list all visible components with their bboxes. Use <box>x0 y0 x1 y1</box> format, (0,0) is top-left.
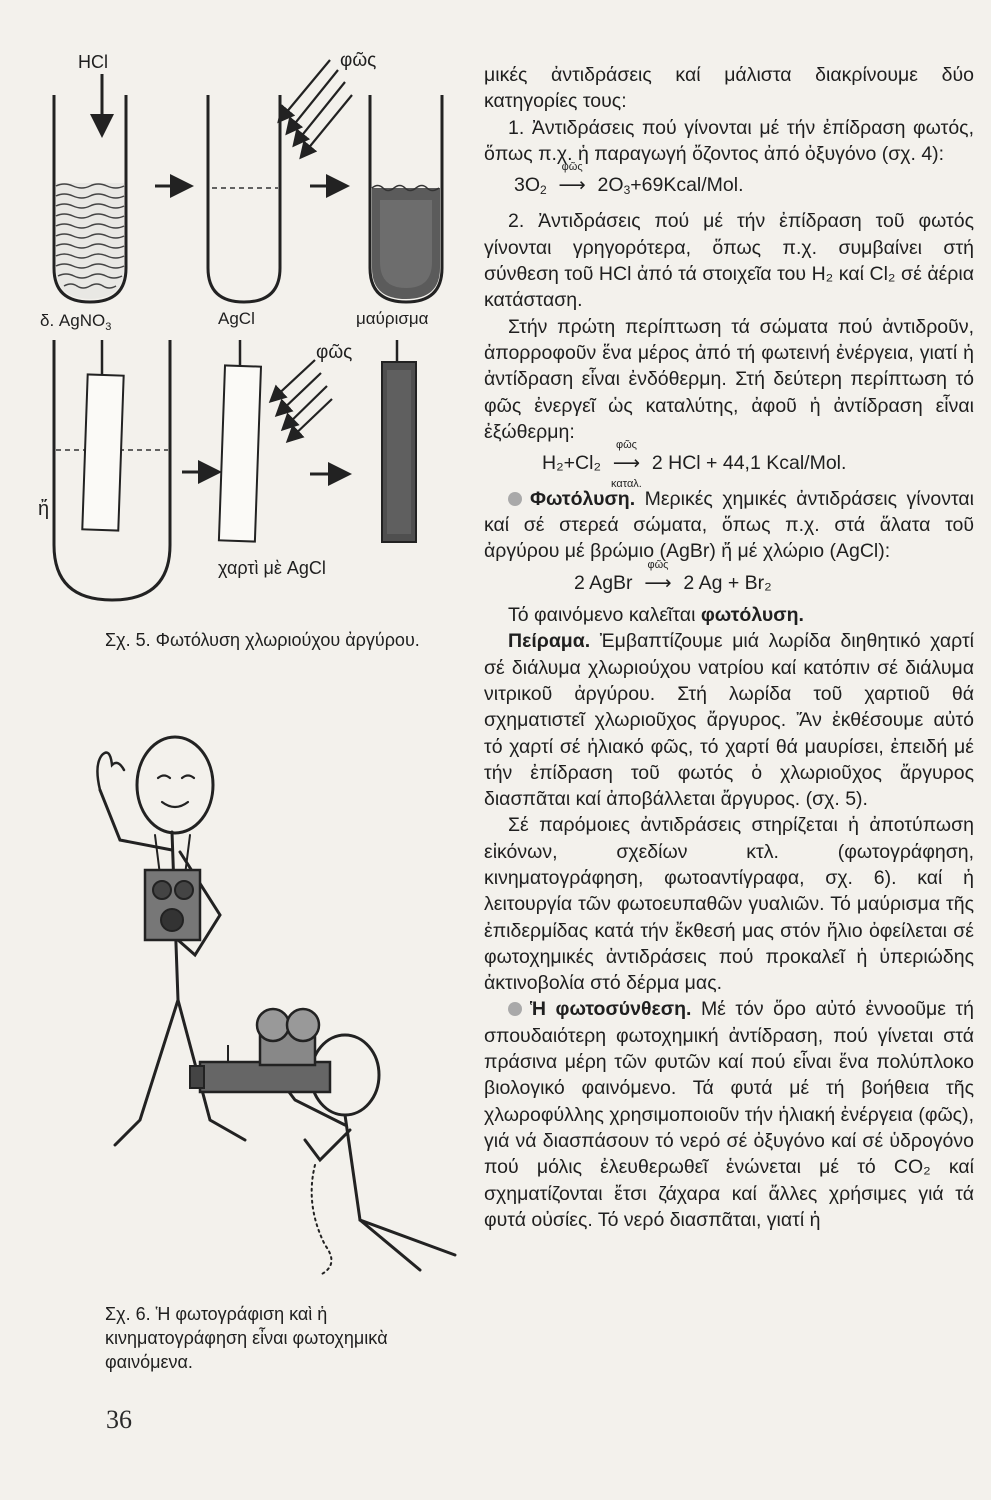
test-tube-agcl <box>208 95 280 302</box>
list-item-1: 1. Ἀντιδράσεις πού γίνονται μέ τήν ἐπίδραση φωτός, ὅπως π.χ. ἡ παραγωγή ὄζοντος ἀπό ὀξυγόνο (σχ. 4): <box>484 116 974 165</box>
figure-6-photography-illustration <box>60 700 480 1280</box>
figure-6-caption: Σχ. 6. Ἡ φωτογράφιση καὶ ἡ κινηματογράφηση εἶναι φωτοχημικὰ φαινόμενα. <box>105 1304 388 1372</box>
photolysis-paragraph: Φωτόλυση. Μερικές χημικές ἀντιδράσεις γίνονται καί σέ στερεά σώματα, ὅπως π.χ. στά ἅλατα τοῦ ἀργύρου μέ βρώμιο (AgBr) ἤ μέ χλώριο (AgCl): <box>484 487 974 563</box>
camera-icon <box>145 870 200 940</box>
beaker-with-paper <box>54 340 170 600</box>
figure-5-caption: Σχ. 5. Φωτόλυση χλωριούχου ἀργύρου. <box>105 630 420 650</box>
paper-strip-agcl <box>219 340 261 542</box>
agcl-label: AgCl <box>218 309 255 328</box>
paper-agcl-label: χαρτὶ μὲ AgCl <box>218 558 326 578</box>
light-label-bottom: φῶς <box>316 342 353 363</box>
hcl-label: HCl <box>78 52 108 72</box>
main-text-column <box>484 62 974 1233</box>
equation-ozone: $3O_2$ φῶς ⟶ $2O_3+69Kcal$/Mol. <box>514 161 744 198</box>
blackening-label: μαύρισμα <box>356 309 429 328</box>
figure-5-photolysis-diagram <box>40 40 480 630</box>
cameraman-body <box>345 1115 455 1255</box>
paragraph: μικές ἀντιδράσεις καί μάλιστα διακρίνουμε δύο κατηγορίες τους: <box>484 64 974 113</box>
photosynthesis-paragraph: Ἡ φωτοσύνθεση. Μέ τόν ὅρο αὐτό ἐννοοῦμε τή σπουδαιότερη φωτοχημική ἀντίδραση, πού γίνεται στά πράσινα μέρη τῶν φυτῶν καί πού εἶναι ἕνα πολύπλοκο βιολογικό φαινόμενο. Τά φυτά μέ τή βοήθεια τῆς χλωροφύλλης χρησιμοποιοῦν τήν ἡλιακή ἐνέργεια (φῶς), γιά νά διασπάσουν τό νερό σέ ὀξυγόνο καί σέ ὑδρογόνο πού μόλις ἐλευθερωθεῖ ἑνώνεται μέ τό CO₂ καί σχηματίζονται ἔτσι ζάχαρα καί ἄλλες χρήσιμες γιά τά φυτά οὐσίες. Τό νερό διασπᾶται, γιατί ἡ <box>484 998 974 1231</box>
light-label-top: φῶς <box>340 50 377 71</box>
movie-camera-icon <box>190 1009 330 1092</box>
page-number: 36 <box>106 1405 132 1434</box>
equation-hcl: H₂+Cl₂ φῶς ⟶ καταλ. 2 HCl + 44,1 Kcal/Mol. <box>542 439 847 490</box>
agno3-label: δ. AgNO$_3$ <box>40 311 112 333</box>
light-rays <box>272 360 332 440</box>
bullet-icon <box>508 492 522 506</box>
paragraph: Σέ παρόμοιες ἀντιδράσεις στηρίζεται ἡ ἀποτύπωση εἰκόνων, σχεδίων κτλ. (φωτογράφηση, κινηματογράφηση, φωτοαντίγραφα, σχ. 6). καί ἡ λειτουργία τῶν φωτοευπαθῶν γυαλιῶν. Τό μαύρισμα τῆς ἐπιδερμίδας κατά τήν ἔκθεσή μας στόν ἥλιο ὀφείλεται σέ φωτοχημικές ἀντιδράσεις πού προκαλεῖ ἡ ὑπεριώδης ἀκτινοβολία στό δέρμα μας. <box>484 814 974 995</box>
test-tube-agno3 <box>54 95 126 302</box>
list-item-2: 2. Ἀντιδράσεις πού μέ τήν ἐπίδραση τοῦ φωτός γίνονται γρηγορότερα, ὅπως π.χ. συμβαίνει στή σύνθεση τοῦ HCl ἀπό τά στοιχεῖα του H₂ καί Cl₂ σέ ἀέρια κατάσταση. <box>484 210 974 312</box>
blackened-paper-strip <box>382 340 416 542</box>
equation-agbr: 2 AgBr φῶς ⟶ 2 Ag + Br₂ <box>574 558 772 594</box>
experiment-paragraph: Πείραμα. Ἐμβαπτίζουμε μιά λωρίδα διηθητικό χαρτί σέ διάλυμα χλωριούχου νατρίου καί κατόπιν σέ διάλυμα νιτρικοῦ ἀργύρου. Στή λωρίδα τοῦ χαρτιοῦ θά σχηματιστεῖ χλωριοῦχος ἄργυρος. Ἄν ἐκθέσουμε αὐτό τό χαρτί σέ ἡλιακό φῶς, τό χαρτί θά μαυρίσει, ἐπειδή μέ τήν ἐπίδραση τοῦ φωτός ὁ χλωριοῦχος ἄργυρος διασπᾶται καί ἀποβάλλεται ἄργυρος. (σχ. 5). <box>484 630 974 811</box>
test-tube-blackened <box>370 95 442 302</box>
photographer-head <box>137 737 213 833</box>
or-label: ἤ <box>38 498 50 520</box>
bullet-icon <box>508 1002 522 1016</box>
light-rays <box>280 60 352 156</box>
paragraph: Στήν πρώτη περίπτωση τά σώματα πού ἀντιδροῦν, ἀπορροφοῦν ἕνα μέρος ἀπό τή φωτεινή ἐνέργεια, γιατί ἡ ἀντίδραση εἶναι ἐνδόθερμη. Στή δεύτερη περίπτωση τό φῶς ἐνεργεῖ ὡς καταλύτης, ἀφοῦ ἡ ἀντίδραση εἶναι ἐξώθερμη: <box>484 315 974 443</box>
paragraph: Τό φαινόμενο καλεῖται φωτόλυση. <box>508 604 804 627</box>
